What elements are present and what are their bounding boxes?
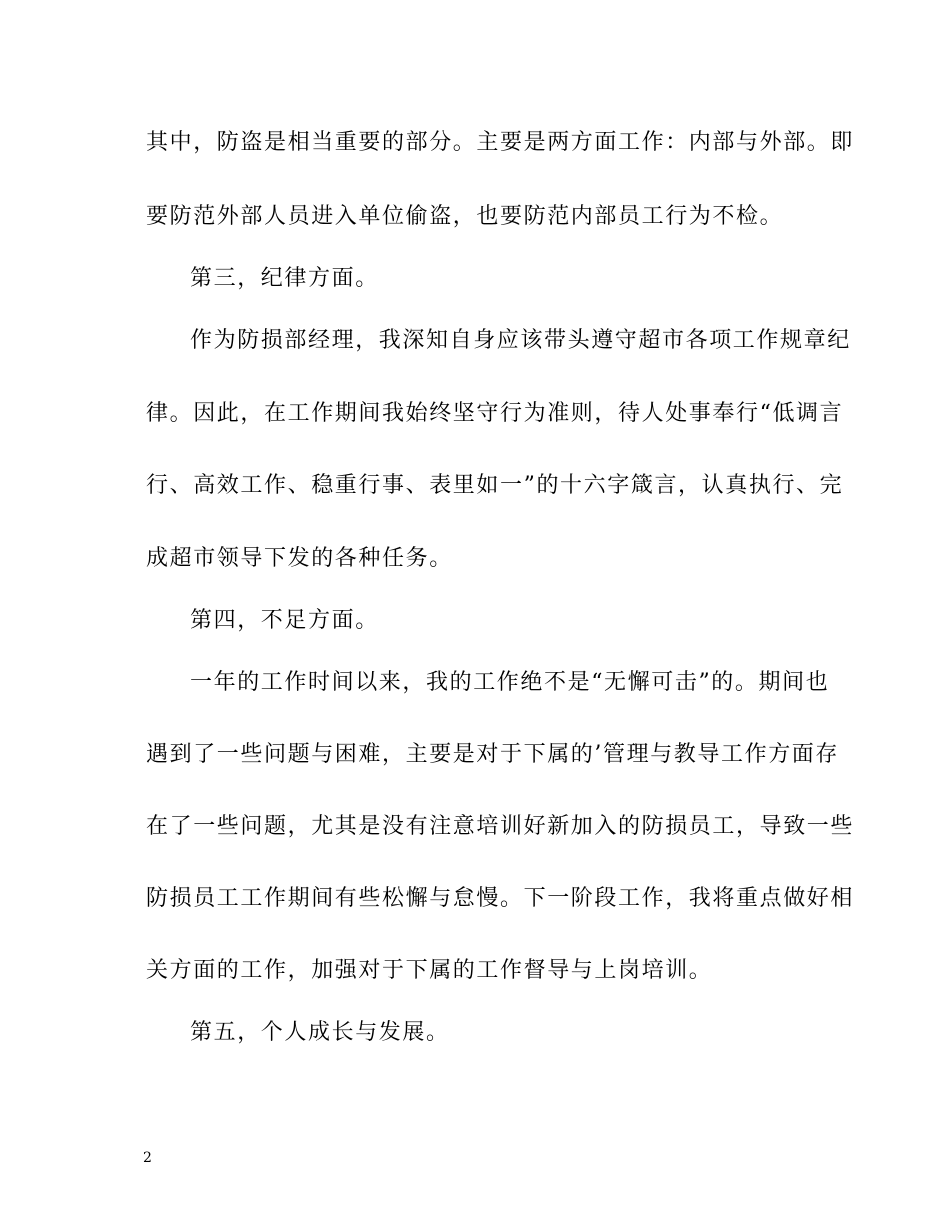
section-heading: 第四，不足方面。 [190, 608, 379, 633]
text-line: 成超市领导下发的各种任务。 [146, 546, 453, 571]
text-line: 防损员工工作期间有些松懈与怠慢。下一阶段工作，我将重点做好相 [146, 886, 855, 911]
text-line: 要防范外部人员进入单位偷盗，也要防范内部员工行为不检。 [146, 204, 784, 229]
text-line: 遇到了一些问题与困难，主要是对于下属的’管理与教导工作方面存 [146, 742, 839, 767]
text-line: 律。因此，在工作期间我始终坚守行为准则，待人处事奉行“低调言 [146, 401, 844, 426]
text-line: 关方面的工作，加强对于下属的工作督导与上岗培训。 [146, 958, 713, 983]
section-heading: 第五，个人成长与发展。 [190, 1020, 450, 1045]
page-number: 2 [143, 1150, 152, 1166]
text-line: 其中，防盗是相当重要的部分。主要是两方面工作：内部与外部。即 [146, 130, 855, 155]
text-line: 作为防损部经理，我深知自身应该带头遵守超市各项工作规章纪 [190, 328, 851, 353]
text-line: 在了一些问题，尤其是没有注意培训好新加入的防损员工，导致一些 [146, 814, 855, 839]
text-line: 行、高效工作、稳重行事、表里如一”的十六字箴言，认真执行、完 [146, 473, 844, 498]
text-line: 一年的工作时间以来，我的工作绝不是“无懈可击”的。期间也 [190, 670, 830, 695]
section-heading: 第三，纪律方面。 [190, 266, 379, 291]
